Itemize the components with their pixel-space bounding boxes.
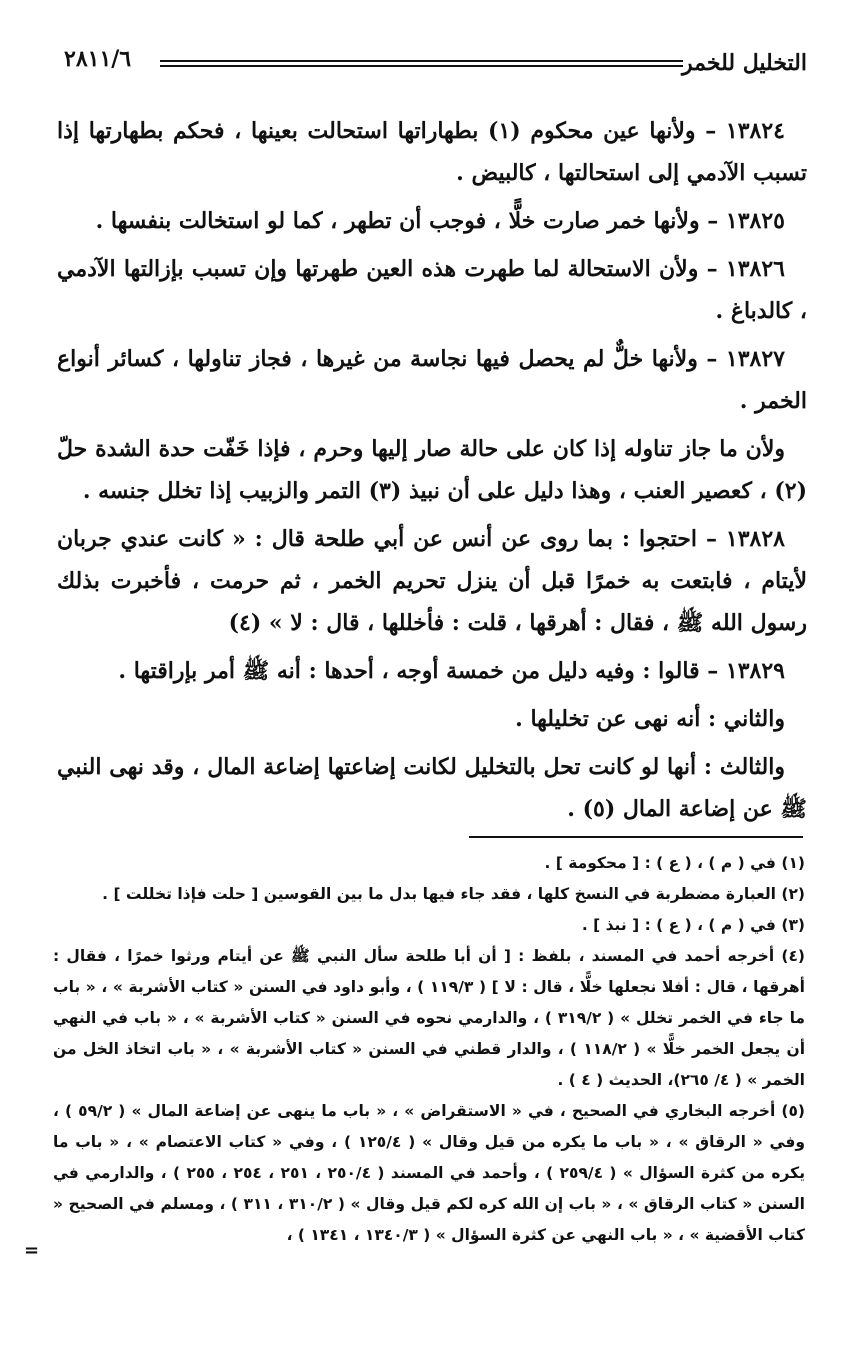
continuation-mark: = — [24, 1240, 40, 1261]
footnote-1: (١) في ( م ) ، ( ع ) : [ محكومة ] . — [544, 854, 805, 872]
paragraph-13827: ١٣٨٢٧ – ولأنها خلٌّ لم يحصل فيها نجاسة من غيرها ، فجاز تناولها ، كسائر أنواع الخمر . — [57, 346, 807, 414]
page-header — [64, 46, 807, 82]
main-text — [57, 110, 807, 836]
paragraph-13826: ١٣٨٢٦ – ولأن الاستحالة لما طهرت هذه العين طهرتها وإن تسبب بإزالتها الآدمي ، كالدباغ . — [57, 256, 807, 324]
paragraph-13829: ١٣٨٢٩ – قالوا : وفيه دليل من خمسة أوجه ، أحدها : أنه ﷺ أمر بإراقتها . — [118, 658, 785, 684]
paragraph-third: والثالث : أنها لو كانت تحل بالتخليل لكانت إضاعتها إضاعة المال ، وقد نهى النبي ﷺ عن إضاعة المال (٥) . — [57, 754, 807, 822]
footnotes — [53, 848, 805, 1251]
paragraph-second: والثاني : أنه نهى عن تخليلها . — [515, 706, 785, 732]
footnote-5: (٥) أخرجه البخاري في الصحيح ، في « الاستقراض » ، « باب ما ينهى عن إضاعة المال » ( ٥٩/٢ ) ، وفي « الرقاق » ، « باب ما يكره من قيل وقال » ( ١٢٥/٤ ) ، وفي « كتاب الاعتصام » ، « باب ما يكره من كثرة السؤال » ( ٢٥٩/٤ ) ، وأحمد في المسند ( ٢٥٠/٤ ، ٢٥١ ، ٢٥٤ ، ٢٥٥ ) ، والدارمي في السنن « كتاب الرقاق » ، « باب إن الله كره لكم قيل وقال » ( ٣١٠/٢ ، ٣١١ ) ، ومسلم في الصحيح « كتاب الأقضية » ، « باب النهي عن كثرة السؤال » ( ١٣٤٠/٣ ، ١٣٤١ ) ، — [53, 1102, 806, 1244]
header-rule — [160, 60, 683, 67]
footnote-3: (٣) في ( م ) ، ( ع ) : [ نبذ ] . — [581, 916, 805, 934]
running-title: التخليل للخمر — [682, 50, 807, 76]
paragraph-continuation: ولأن ما جاز تناوله إذا كان على حالة صار إليها وحرم ، فإذا خَفّت حدة الشدة حلّ (٢) ، كعصير العنب ، وهذا دليل على أن نبيذ (٣) التمر والزبيب إذا تخلل جنسه . — [57, 436, 807, 504]
paragraph-13828: ١٣٨٢٨ – احتجوا : بما روى عن أنس عن أبي طلحة قال : « كانت عندي جربان لأيتام ، فابتعت به خمرًا قبل أن ينزل تحريم الخمر ، ثم حرمت ، فأخبرت بذلك رسول الله ﷺ ، فقال : أهرقها ، قلت : فأخللها ، قال : لا » (٤) — [57, 526, 807, 636]
paragraph-13824: ١٣٨٢٤ – ولأنها عين محكوم (١) بطهاراتها استحالت بعينها ، فحكم بطهارتها إذا تسبب الآدمي إلى استحالتها ، كالبيض . — [57, 118, 807, 186]
footnote-separator — [469, 836, 803, 838]
page-number: ٢٨١١/٦ — [64, 46, 132, 72]
paragraph-13825: ١٣٨٢٥ – ولأنها خمر صارت خلًّا ، فوجب أن تطهر ، كما لو استخالت بنفسها . — [95, 208, 785, 234]
footnote-2: (٢) العبارة مضطربة في النسخ كلها ، فقد جاء فيها بدل ما بين القوسين [ حلت فإذا تخللت ] . — [102, 885, 805, 903]
footnote-4: (٤) أخرجه أحمد في المسند ، بلفظ : [ أن أبا طلحة سأل النبي ﷺ عن أيتام ورثوا خمرًا ، فقال : أهرقها ، قال : أفلا نجعلها خلًّا ، قال : لا ] ( ١١٩/٣ ) ، وأبو داود في السنن « كتاب الأشربة » ، « باب ما جاء في الخمر تخلل » ( ٣١٩/٢ ) ، والدارمي نحوه في السنن « كتاب الأشربة » ، « باب في النهي أن يجعل الخمر خلًّا » ( ١١٨/٢ ) ، والدار قطني في السنن « كتاب الأشربة » ، « باب اتخاذ الخل من الخمر » ( ٤/ ٢٦٥)، الحديث ( ٤ ) . — [53, 947, 806, 1089]
